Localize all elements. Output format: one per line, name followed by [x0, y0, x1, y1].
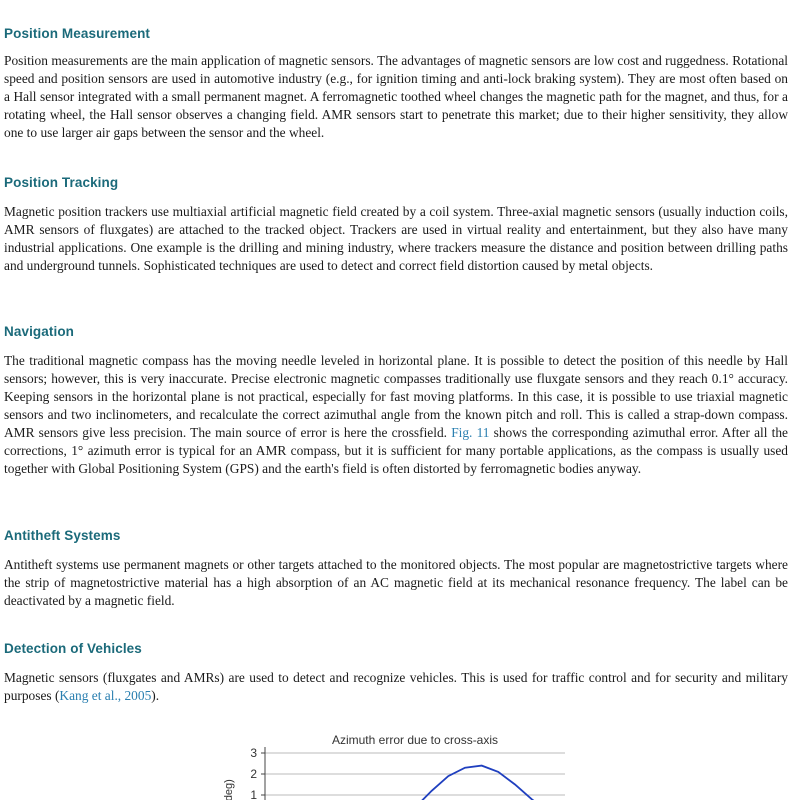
- y-tick-label: 1: [250, 788, 257, 800]
- y-tick-labels: [250, 746, 265, 800]
- navigation-text-part1: The traditional magnetic compass has the moving needle leveled in horizontal plane. It is possible to detect the position of this needle by Hall sensors; however, this is very inaccurate. Precise electronic magnetic compasses traditionally use fluxgate sensors and they reach 0.1° accuracy. Keeping sensors in the horizontal plane is not practical, especially for fast moving platforms. In this case, it is possible to use triaxial magnetic sensors and two inclinometers, and recalculate the correct azimuthal angle from the known pitch and roll. This is called a strap-down compass. AMR sensors give less precision. The main source of error is here the crossfield.: [4, 353, 788, 440]
- detection-text-part2: ).: [151, 688, 160, 703]
- chart-title: Azimuth error due to cross-axis: [331, 733, 499, 747]
- heading-navigation: Navigation: [4, 324, 75, 339]
- heading-position-tracking: Position Tracking: [4, 175, 119, 190]
- y-tick-label: 2: [250, 767, 257, 781]
- detection-text-part1: Magnetic sensors (fluxgates and AMRs) are used to detect and recognize vehicles. This is used for traffic control and for security and military purposes (: [4, 670, 788, 703]
- azimuth-error-chart: [0, 720, 800, 800]
- azimuth-error-figure: [0, 720, 800, 800]
- paragraph-detection-of-vehicles: [4, 669, 788, 705]
- heading-position-measurement: Position Measurement: [4, 26, 151, 41]
- citation-link[interactable]: Kang et al., 2005: [59, 688, 152, 703]
- figure-reference-link[interactable]: Fig. 11: [451, 425, 490, 440]
- paragraph-position-tracking: Magnetic position trackers use multiaxial artificial magnetic field created by a coil system. Three-axial magnetic sensors (usually induction coils, AMR sensors of fluxgates) are attached to the tracked object. Trackers are used in virtual reality and entertainment, but they also have many industrial applications. One example is the drilling and mining industry, where trackers measure the distance and position between drilling paths and underground tunnels. Sophisticated techniques are used to detect and correct field distortion caused by metal objects.: [4, 204, 788, 273]
- heading-antitheft-systems: Antitheft Systems: [4, 528, 121, 543]
- navigation-text-part2: shows the corresponding azimuthal error. After all the corrections, 1° azimuth error is typical for an AMR compass, but it is sufficient for many portable applications, as the compass is usually used together with Global Positioning System (GPS) and the earth's field is often distorted by ferromagnetic bodies anyway.: [4, 425, 788, 476]
- heading-detection-of-vehicles: Detection of Vehicles: [4, 641, 142, 656]
- y-tick-label: 3: [250, 746, 257, 760]
- paragraph-navigation: [4, 352, 788, 478]
- paragraph-antitheft-systems: Antitheft systems use permanent magnets or other targets attached to the monitored objects. The most popular are magnetostrictive targets where the strip of magnetostrictive material has a high absorption of an AC magnetic field at its mechanical resonance frequency. The label can be deactivated by a magnetic field.: [4, 557, 788, 608]
- paragraph-position-measurement: Position measurements are the main application of magnetic sensors. The advantages of magnetic sensors are low cost and ruggedness. Rotational speed and position sensors are used in automotive industry (e.g., for ignition timing and anti-lock braking system). They are most often based on a Hall sensor integrated with a small permanent magnet. A ferromagnetic toothed wheel changes the magnetic path for the magnet, and thus, for a rotating wheel, the Hall sensor observes a changing field. AMR sensors start to penetrate this market; due to their higher sensitivity, they allow one to use larger air gaps between the sensor and the wheel.: [4, 53, 788, 140]
- y-axis-label: (deg): [223, 779, 235, 800]
